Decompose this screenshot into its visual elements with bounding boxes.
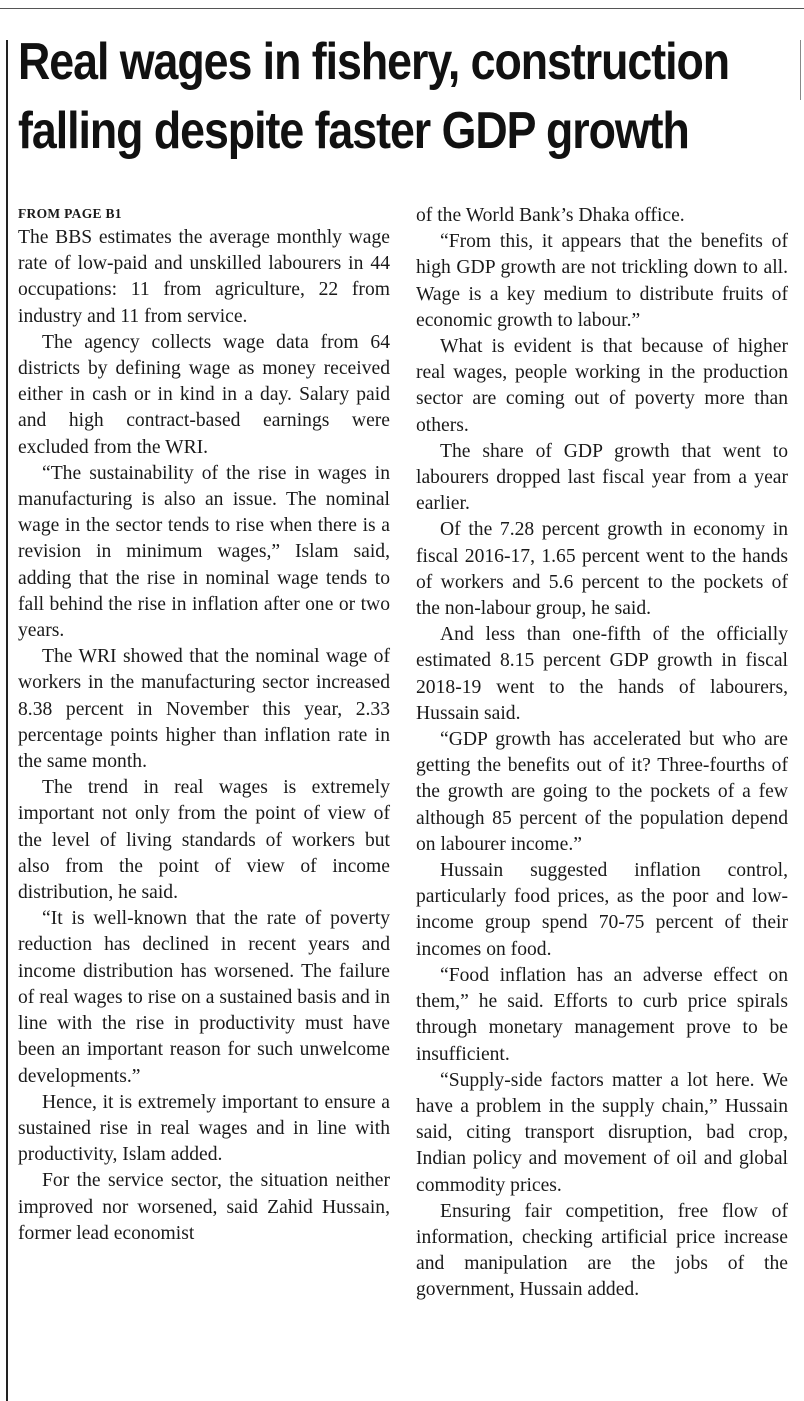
top-border-rule [0,8,804,9]
body-paragraph: “From this, it appears that the benefits of high GDP growth are not trickling down to all. Wage is a key medium to distribute fruits of economic growth to labour.” [416,231,788,331]
headline-line-1: Real wages in fishery, construction [18,33,730,91]
body-paragraph: “GDP growth has accelerated but who are getting the benefits out of it? Three-fourths of the growth are going to the pockets of a few although 85 percent of the population depend on labourer income.” [416,729,788,855]
body-paragraph: “It is well-known that the rate of poverty reduction has declined in recent years and income distribution has worsened. The failure of real wages to rise on a sustained basis and in line with the rise in productivity must have been an important reason for such unwelcome developments.” [18,908,390,1087]
body-paragraph: “The sustainability of the rise in wages in manufacturing is also an issue. The nominal wage in the sector tends to rise when there is a revision in minimum wages,” Islam said, adding that the rise in nominal wage tends to fall behind the rise in inflation after one or two years. [18,462,390,642]
body-paragraph: Of the 7.28 percent growth in economy in fiscal 2016-17, 1.65 percent went to the hands of workers and 5.6 percent to the pockets of the non-labour group, he said. [416,519,788,620]
body-paragraph: The share of GDP growth that went to labourers dropped last fiscal year from a year earlier. [416,440,788,515]
left-column [18,203,390,1247]
right-column [416,203,788,1304]
right-border-rule [800,40,801,100]
article-headline [18,28,730,166]
body-paragraph: Hussain suggested inflation control, particularly food prices, as the poor and low-income group spend 70-75 percent of their incomes on food. [416,860,788,960]
body-paragraph: The WRI showed that the nominal wage of workers in the manufacturing sector increased 8.38 percent in November this year, 2.33 percentage points higher than inflation rate in the same month. [18,646,390,773]
body-paragraph: “Supply-side factors matter a lot here. We have a problem in the supply chain,” Hussain said, citing transport disruption, bad crop, Indian policy and movement of oil and global commodity prices. [416,1069,788,1196]
continuation-kicker: FROM PAGE B1 [18,206,122,221]
body-paragraph: of the World Bank’s Dhaka office. [416,205,685,226]
body-paragraph: The BBS estimates the average monthly wage rate of low-paid and unskilled labourers in 44 occupations: 11 from agriculture, 22 from industry and 11 from service. [18,227,390,327]
body-paragraph: And less than one-fifth of the officially estimated 8.15 percent GDP growth in fiscal 2018-19 went to the hands of labourers, Hussain said. [416,624,788,724]
body-paragraph: For the service sector, the situation neither improved nor worsened, said Zahid Hussain, former lead economist [18,1170,390,1244]
left-border-rule [6,40,8,1401]
body-paragraph: The trend in real wages is extremely important not only from the point of view of the level of living standards of workers but also from the point of view of income distribution, he said. [18,777,390,904]
body-paragraph: Ensuring fair competition, free flow of information, checking artificial price increase and manipulation are the jobs of the government, Hussain added. [416,1200,788,1301]
headline-line-2: falling despite faster GDP growth [18,102,689,160]
body-paragraph: “Food inflation has an adverse effect on them,” he said. Efforts to curb price spirals through monetary management prove to be insufficient. [416,964,788,1065]
body-paragraph: Hence, it is extremely important to ensure a sustained rise in real wages and in line with productivity, Islam added. [18,1091,390,1166]
body-paragraph: What is evident is that because of higher real wages, people working in the production sector are coming out of poverty more than others. [416,336,788,436]
body-paragraph: The agency collects wage data from 64 districts by defining wage as money received either in cash or in kind in a day. Salary paid and high contract-based earnings were excluded from the WRI. [18,331,390,458]
